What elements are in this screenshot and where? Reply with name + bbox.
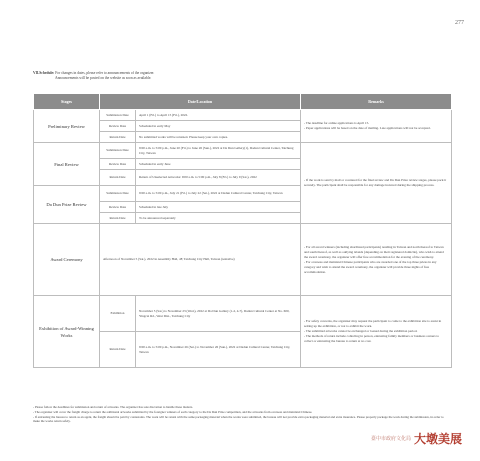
remarks-award: [301, 224, 452, 296]
stage-award-ceremony: Award Ceremony: [34, 224, 100, 296]
table-row: [34, 224, 452, 296]
row-type: Submission Date: [100, 110, 136, 121]
header-remarks: Remarks: [301, 94, 452, 110]
remark-item: - The deadline for online applications is April 15.: [304, 121, 370, 125]
stage-final-review: Final Review: [34, 143, 100, 186]
table-row: [34, 296, 452, 332]
footer-logo-subtitle: 臺中市政府文化局: [370, 436, 411, 442]
row-date: November 5 (Sat.) to November 23 (Wed.), 2022 at Da Dun Gallery (1-2, 4-7), Dadun Cultural Center at No. 600, Yingcai Rd., West Dist., Taichung City: [136, 296, 301, 332]
remark-item: - For all award winners (including shortlisted participants) residing in Taiwan and north thereof to Taiwan and south thereof, as well as outlying islands (depending on their registered domicile), who wish to attend the award ceremony, the organizer will offer free accommodation for the evening of the ceremony.: [304, 244, 444, 259]
remarks-preliminary: [301, 110, 452, 143]
header-stages: Stages: [34, 94, 100, 110]
row-type: Exhibition: [100, 296, 136, 332]
row-type: Return Date: [100, 332, 136, 368]
row-type: Submission Date: [100, 143, 136, 159]
row-date: 9:00 a.m. to 5:00 p.m., July 21 (Fri.) to July 22 (Sat.), 2022 at Dadun Cultural Center, Taichung City, Taiwan: [136, 186, 301, 202]
stage-preliminary-review: Preliminary Review: [34, 110, 100, 143]
row-type: Return Date: [100, 213, 136, 224]
award-date: Afternoon of November 5 (Sat.), 2022 in Assembly Hall, 4F, Taichung City Hall, Taiwan (tentative): [100, 224, 301, 296]
schedule-label: VII.Schedule:: [33, 71, 55, 75]
page-number: 277: [455, 20, 464, 26]
footnote-item: - If entrusting the bureau to return as an agent, the freight should be paid by contestants. The work will be return with the same packaging material when the works were submitted, the bureau will not provide extra packaging material and extra insurance. Please properly package the work during the submission, in order to make the works return safely.: [33, 414, 444, 424]
schedule-heading: [33, 71, 453, 81]
table-header-row: [34, 94, 452, 110]
stage-prize-review: Da Dun Prize Review: [34, 186, 100, 224]
footer-logo-title: 大墩美展: [413, 432, 462, 446]
remark-item: - The submitted artworks cannot be exchanged or loaned during the exhibition period.: [304, 329, 418, 333]
schedule-note-2: Announcements will be posted on the website as soon as available.: [55, 76, 152, 80]
remarks-exhibition: [301, 296, 452, 368]
row-type: Return Date: [100, 132, 136, 143]
row-date: Scheduled in late July: [136, 202, 301, 213]
remark-item: - The methods of return include collecting in person, entrusting family members or business owners to collect or entrusting the bureau to return at no cost.: [304, 334, 440, 343]
footnote-item: - The organizer will cover the freight charge to return the additional artworks submitted by the foreigner winners of each category to the Da Dun Prize competition, and the artworks from overseas and mainland Chinese.: [33, 409, 313, 414]
row-date: Return of Unselected Artworks: 9:00 a.m. to 5:00 p.m., July 8 (Fri.) to July 9 (Sat.), 2022: [136, 170, 301, 186]
footnote-item: - Please follow the deadlines for submission and return of artworks. The organizer has sole discretion to handle these matters.: [33, 405, 194, 409]
row-date: To be announced separately: [136, 213, 301, 224]
header-date-location: Date/Location: [100, 94, 301, 110]
row-type: Review Date: [100, 159, 136, 170]
footer-logo: [371, 430, 462, 447]
row-date: 9:00 a.m. to 5:00 p.m., November 26 (Sat.) to November 26 (Sun.), 2022 at Dadun Cultural Center, Taichung City, Taiwan: [136, 332, 301, 368]
row-date: No submitted works will be returned. Please keep your own copies.: [136, 132, 301, 143]
row-date: 9:00 a.m. to 5:00 p.m., June 20 (Fri.) to June 26 (Sun.), 2022 at Da Dun Gallery(1), Dadun Cultural Center, Taichung City, Taiwan: [136, 143, 301, 159]
row-date: Scheduled in early May: [136, 121, 301, 132]
row-date: April 1 (Fri.) to April 15 (Fri.), 2022.: [136, 110, 301, 121]
remark-item: - For safety concerns, the organizer may request the participant to come to the exhibition site to assist in setting up the exhibition, or not to exhibit the work.: [304, 319, 442, 328]
remarks-final-and-prize: - If the work is sent by mail or couriered for the final review and Da Dun Prize review stages, please pack it securely. The participant shall be responsible for any damage incurred during the shipping process.: [301, 143, 452, 224]
row-type: Review Date: [100, 121, 136, 132]
row-type: Return Date: [100, 170, 136, 186]
schedule-note-1: For changes in dates, please refer to announcements of the organizer.: [55, 71, 155, 75]
row-date: Scheduled in early June: [136, 159, 301, 170]
schedule-table: [33, 93, 452, 368]
table-row: [34, 110, 452, 121]
remark-item: - For overseas and mainland Chinese participants who are awarded one of the top three prizes in any category and wish to attend the award ceremony, the organizer will provide three nights of free accommodation.: [304, 259, 437, 274]
row-type: Review Date: [100, 202, 136, 213]
row-type: Submission Date: [100, 186, 136, 202]
table-row: [34, 143, 452, 159]
stage-exhibition: Exhibition of Award-Winning Works: [34, 296, 100, 368]
remark-item: - Paper applications will be based on the date of mailing. Late applications will not be accepted.: [304, 126, 431, 130]
footnotes: [33, 405, 451, 424]
